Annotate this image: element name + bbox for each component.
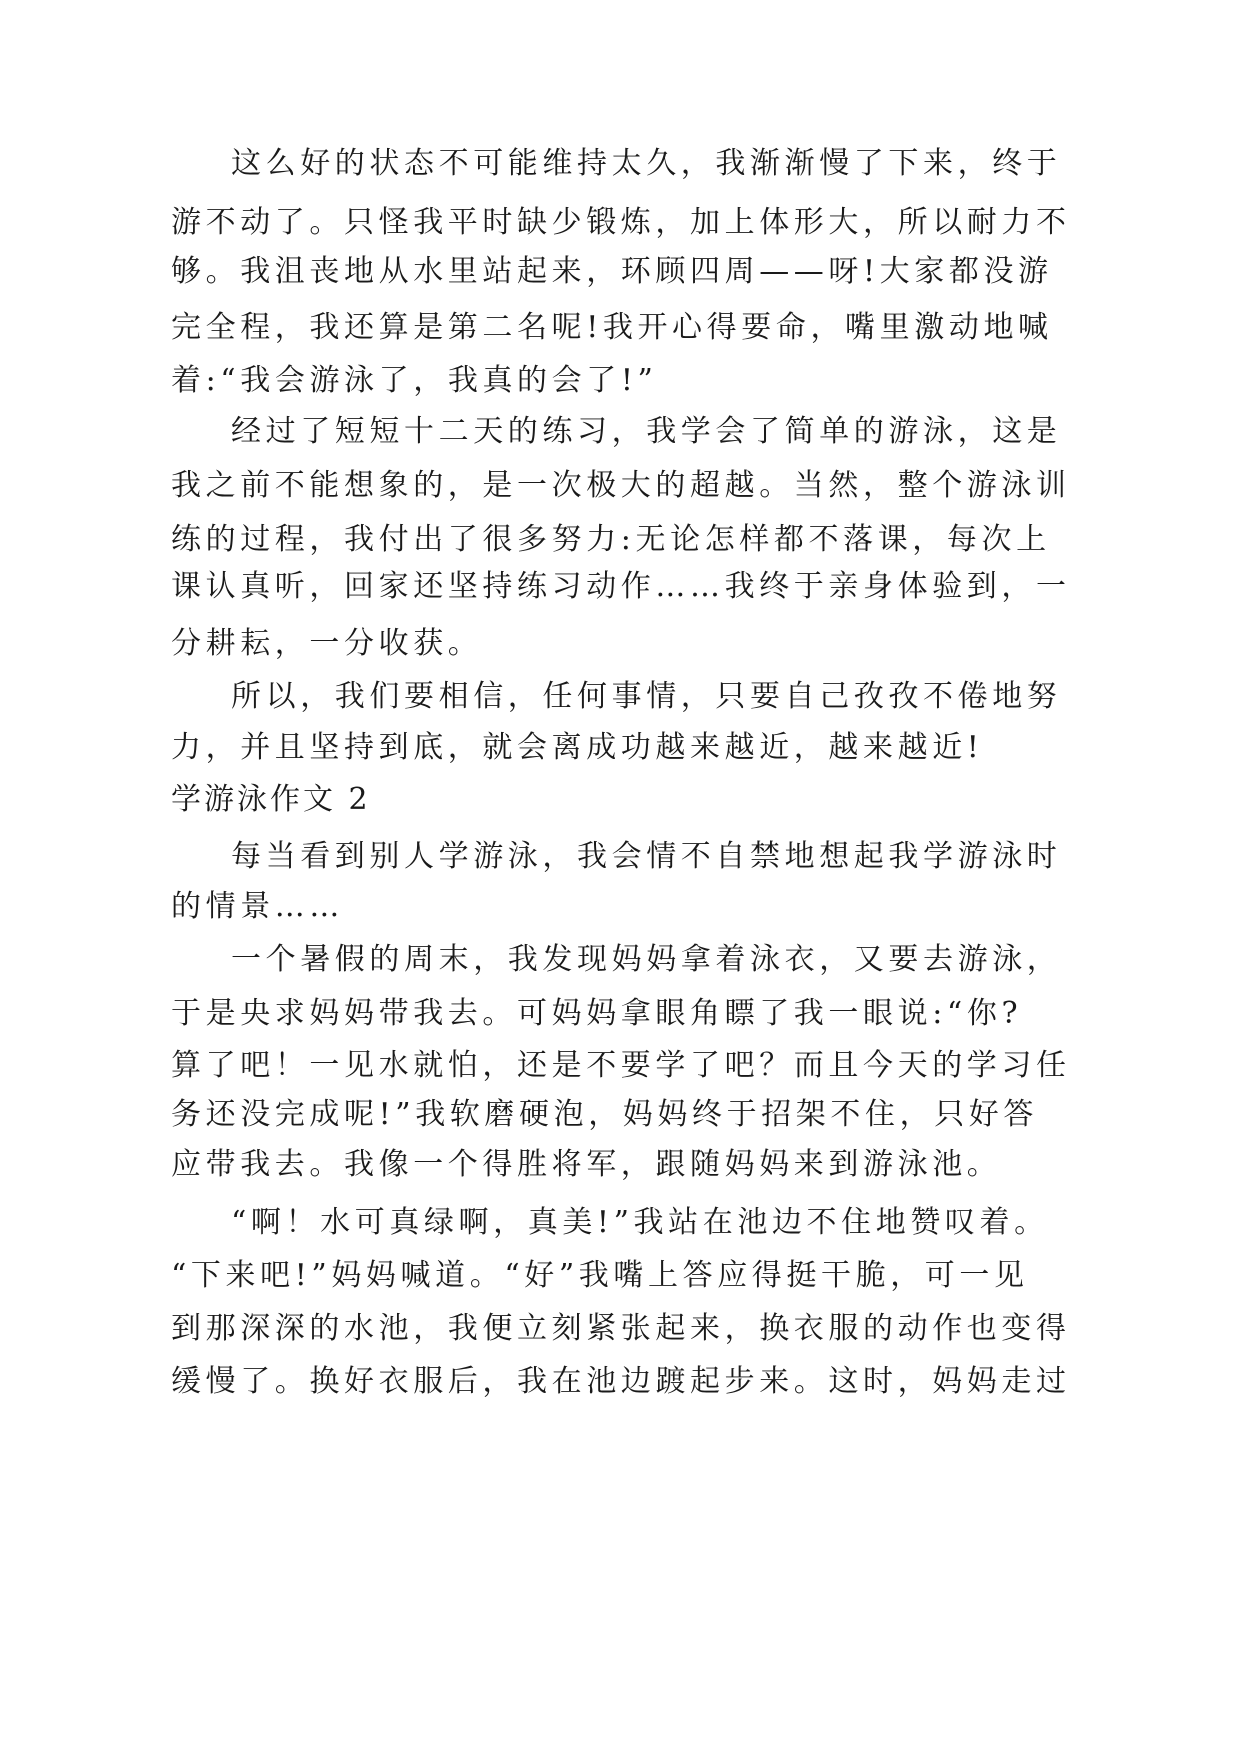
paragraph-line: “啊！水可真绿啊，真美!”我站在池边不住地赞叹着。 [231, 1205, 1049, 1240]
paragraph-line: 每当看到别人学游泳，我会情不自禁地想起我学游泳时 [231, 839, 1062, 874]
paragraph-line: 缓慢了。换好衣服后，我在池边踱起步来。这时，妈妈走过 [171, 1364, 1071, 1399]
paragraph-line: 力，并且坚持到底，就会离成功越来越近，越来越近! [171, 730, 984, 765]
paragraph-line: 算了吧！一见水就怕，还是不要学了吧？而且今天的学习任 [171, 1048, 1071, 1083]
paragraph-line: 所以，我们要相信，任何事情，只要自己孜孜不倦地努 [231, 679, 1062, 714]
paragraph-line: 应带我去。我像一个得胜将军，跟随妈妈来到游泳池。 [171, 1147, 1002, 1182]
paragraph-line: 一个暑假的周末，我发现妈妈拿着泳衣，又要去游泳， [231, 942, 1062, 977]
section-heading: 学游泳作文 2 [171, 782, 371, 817]
paragraph-line: 务还没完成呢!”我软磨硬泡，妈妈终于招架不住，只好答 [171, 1097, 1038, 1132]
paragraph-line: 课认真听，回家还坚持练习动作……我终于亲身体验到，一 [171, 569, 1071, 604]
paragraph-line: 练的过程，我付出了很多努力:无论怎样都不落课，每次上 [171, 522, 1051, 557]
paragraph-line: 着:“我会游泳了，我真的会了!” [171, 363, 658, 398]
paragraph-line: 于是央求妈妈带我去。可妈妈拿眼角瞟了我一眼说:“你? [171, 996, 1023, 1031]
paragraph-line: 游不动了。只怪我平时缺少锻炼，加上体形大，所以耐力不 [171, 205, 1071, 240]
paragraph-line: 我之前不能想象的，是一次极大的超越。当然，整个游泳训 [171, 468, 1071, 503]
paragraph-line: 经过了短短十二天的练习，我学会了简单的游泳，这是 [231, 414, 1062, 449]
paragraph-line: “下来吧!”妈妈喊道。“好”我嘴上答应得挺干脆，可一见 [171, 1258, 1029, 1293]
paragraph-line: 到那深深的水池，我便立刻紧张起来，换衣服的动作也变得 [171, 1311, 1071, 1346]
paragraph-line: 的情景…… [171, 889, 344, 924]
paragraph-line: 这么好的状态不可能维持太久，我渐渐慢了下来，终于 [231, 146, 1062, 181]
paragraph-line: 够。我沮丧地从水里站起来，环顾四周——呀!大家都没游 [171, 254, 1053, 289]
paragraph-line: 分耕耘，一分收获。 [171, 626, 483, 661]
paragraph-line: 完全程，我还算是第二名呢!我开心得要命，嘴里激动地喊 [171, 310, 1053, 345]
